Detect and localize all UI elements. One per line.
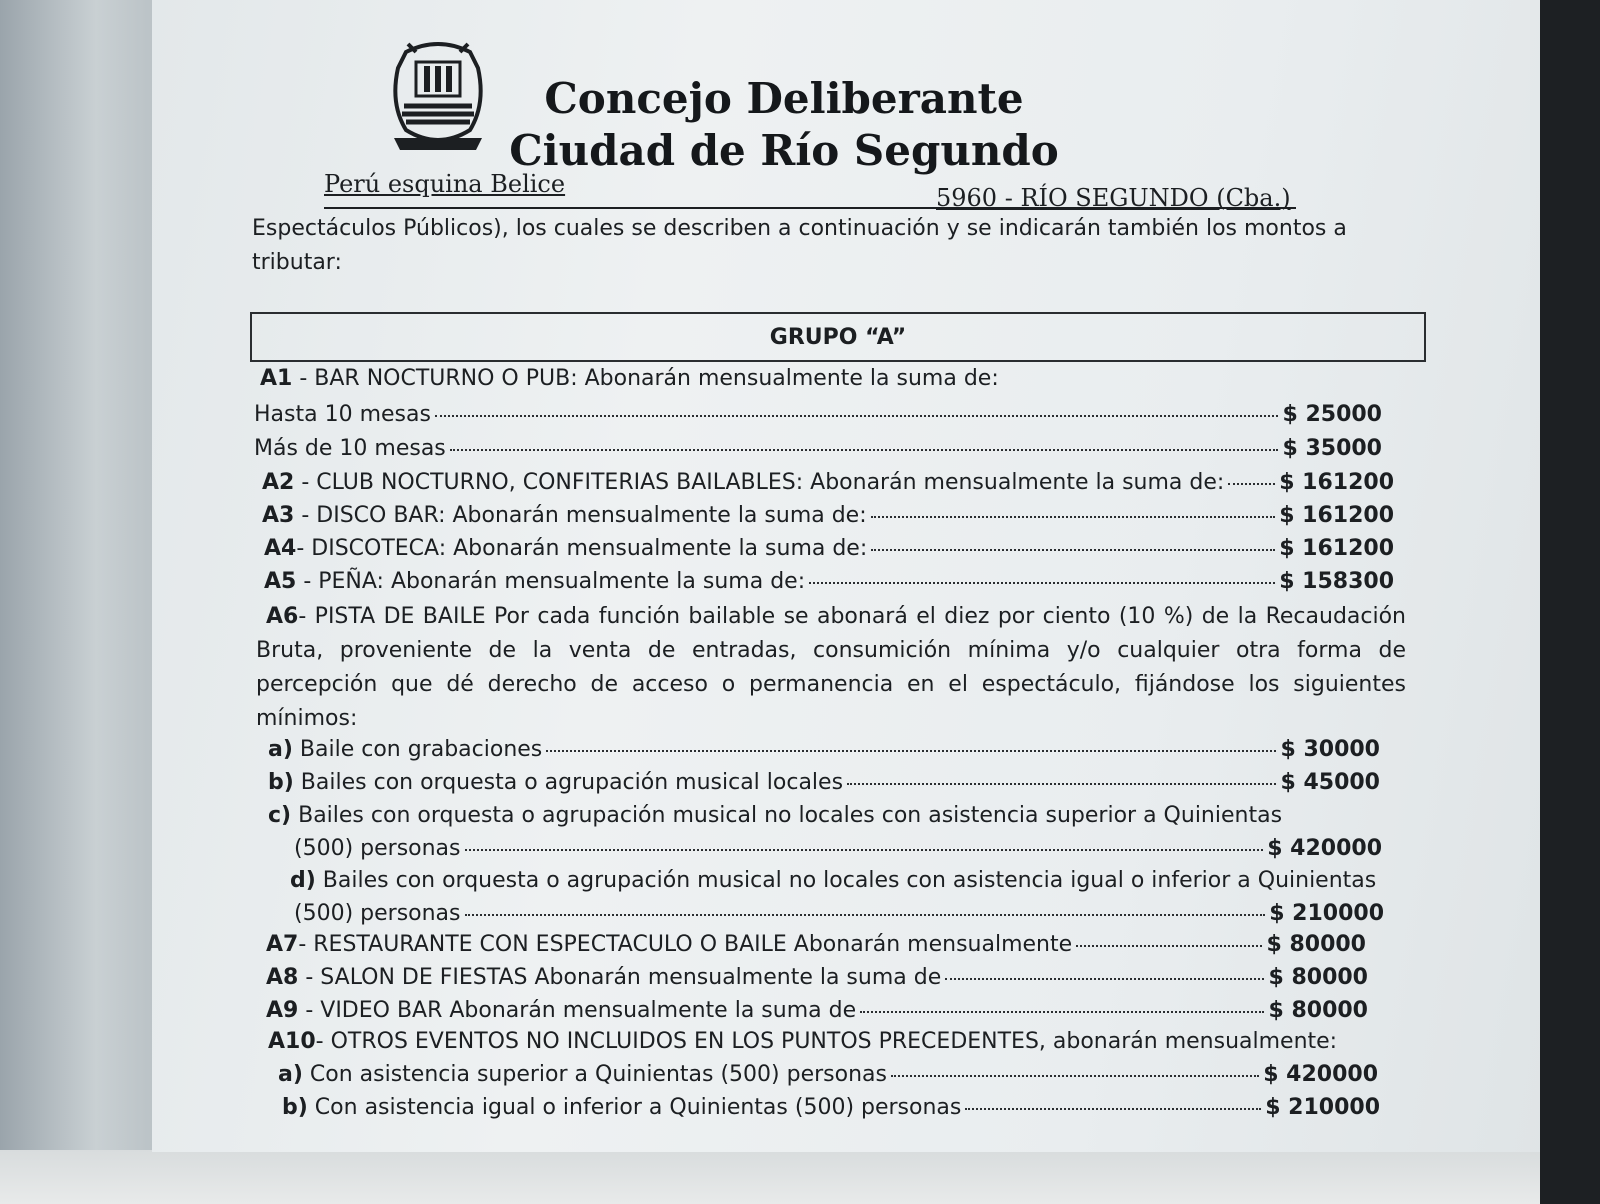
item-letter: d) bbox=[290, 868, 316, 893]
item-code: A7 bbox=[266, 932, 299, 957]
fee-row bbox=[278, 1062, 1378, 1087]
dot-leader bbox=[546, 750, 1276, 752]
fee-label: (500) personas bbox=[294, 836, 461, 861]
fee-label: Hasta 10 mesas bbox=[254, 402, 431, 427]
dot-leader bbox=[871, 549, 1275, 551]
dot-leader bbox=[465, 914, 1266, 916]
dot-leader bbox=[465, 849, 1264, 851]
item-text: - PISTA DE BAILE Por cada función bailable se abonará el diez por ciento (10 %) de la Recaudación Bruta, proveniente de la venta de entradas, consumición mínima y/o cualquier otra forma de percepción que dé derecho de acceso o permanencia en el espectáculo, fijándose los siguientes mínimos: bbox=[256, 604, 1406, 731]
previous-page-edge bbox=[0, 0, 160, 1204]
dot-leader bbox=[945, 978, 1264, 980]
city-title: Ciudad de Río Segundo bbox=[509, 126, 1059, 175]
dot-leader bbox=[860, 1011, 1264, 1013]
dot-leader bbox=[965, 1108, 1261, 1110]
item-code: A3 bbox=[262, 503, 295, 528]
fee-label bbox=[268, 770, 843, 795]
dark-background-edge bbox=[1540, 0, 1600, 1204]
postal-address: 5960 - RÍO SEGUNDO (Cba.) bbox=[936, 184, 1291, 212]
fee-amount: $ 161200 bbox=[1279, 536, 1394, 561]
item-code: A6 bbox=[266, 604, 299, 629]
dot-leader bbox=[847, 783, 1276, 785]
item-code: A1 bbox=[260, 366, 293, 391]
item-letter: b) bbox=[282, 1095, 308, 1120]
fee-label-line bbox=[268, 803, 1378, 828]
fee-row bbox=[264, 536, 1394, 561]
desk-surface bbox=[0, 1150, 1600, 1204]
fee-amount: $ 161200 bbox=[1279, 470, 1394, 495]
item-text: - SALON DE FIESTAS Abonarán mensualmente la suma de bbox=[298, 965, 942, 990]
item-text: - PEÑA: Abonarán mensualmente la suma de: bbox=[296, 569, 806, 594]
fee-amount: $ 420000 bbox=[1263, 1062, 1378, 1087]
fee-amount: $ 210000 bbox=[1265, 1095, 1380, 1120]
fee-row bbox=[262, 503, 1394, 528]
fee-label-line bbox=[290, 868, 1400, 893]
dot-leader bbox=[1076, 945, 1262, 947]
item-a6-paragraph bbox=[256, 600, 1406, 736]
fee-row bbox=[254, 436, 1382, 461]
item-code: A5 bbox=[264, 569, 297, 594]
item-text: Con asistencia igual o inferior a Quinientas (500) personas bbox=[307, 1095, 962, 1120]
fee-label bbox=[266, 965, 941, 990]
fee-row bbox=[254, 402, 1382, 427]
dot-leader bbox=[871, 516, 1276, 518]
item-text: - BAR NOCTURNO O PUB: Abonarán mensualmente la suma de: bbox=[292, 366, 999, 391]
fee-label bbox=[264, 536, 867, 561]
fee-row bbox=[266, 932, 1366, 957]
item-code: A2 bbox=[262, 470, 295, 495]
fee-label bbox=[266, 932, 1072, 957]
dot-leader bbox=[1228, 483, 1275, 485]
fee-label bbox=[262, 503, 867, 528]
item-letter: c) bbox=[268, 803, 292, 828]
item-a10-heading bbox=[268, 1029, 1337, 1054]
fee-label bbox=[268, 737, 542, 762]
item-code: A9 bbox=[266, 998, 299, 1023]
fee-amount: $ 420000 bbox=[1267, 836, 1382, 861]
fee-amount: $ 25000 bbox=[1282, 402, 1382, 427]
fee-amount: $ 80000 bbox=[1266, 932, 1366, 957]
item-text: Bailes con orquesta o agrupación musical no locales con asistencia superior a Quinientas bbox=[291, 803, 1283, 828]
dot-leader bbox=[891, 1075, 1259, 1077]
item-text: - VIDEO BAR Abonarán mensualmente la suma de bbox=[298, 998, 857, 1023]
fee-row bbox=[266, 965, 1368, 990]
fee-amount: $ 158300 bbox=[1279, 569, 1394, 594]
document-page bbox=[152, 0, 1552, 1152]
dot-leader bbox=[809, 582, 1275, 584]
fee-row bbox=[268, 737, 1380, 762]
fee-label bbox=[262, 470, 1224, 495]
fee-row bbox=[294, 836, 1382, 861]
intro-paragraph: Espectáculos Públicos), los cuales se describen a continuación y se indicarán también los montos a tributar: bbox=[252, 216, 1347, 275]
item-text: Bailes con orquesta o agrupación musical no locales con asistencia igual o inferior a Quinientas bbox=[315, 868, 1377, 893]
fee-row bbox=[264, 569, 1394, 594]
fee-amount: $ 161200 bbox=[1279, 503, 1394, 528]
fee-row bbox=[262, 470, 1394, 495]
fee-row bbox=[294, 901, 1384, 926]
item-a1-heading bbox=[260, 366, 999, 391]
group-heading: GRUPO “A” bbox=[250, 312, 1426, 362]
fee-row bbox=[282, 1095, 1380, 1120]
fee-label: (500) personas bbox=[294, 901, 461, 926]
item-text: - OTROS EVENTOS NO INCLUIDOS EN LOS PUNTOS PRECEDENTES, abonarán mensualmente: bbox=[315, 1029, 1338, 1054]
item-text: - DISCOTECA: Abonarán mensualmente la suma de: bbox=[296, 536, 868, 561]
fee-label bbox=[278, 1062, 887, 1087]
fee-amount: $ 210000 bbox=[1269, 901, 1384, 926]
fee-label: Más de 10 mesas bbox=[254, 436, 446, 461]
council-title: Concejo Deliberante bbox=[544, 74, 1024, 123]
item-letter: a) bbox=[268, 737, 293, 762]
street-address: Perú esquina Belice bbox=[324, 170, 566, 198]
dot-leader bbox=[435, 415, 1279, 417]
fee-label bbox=[266, 998, 856, 1023]
item-text: Baile con grabaciones bbox=[292, 737, 543, 762]
fee-amount: $ 35000 bbox=[1282, 436, 1382, 461]
item-code: A4 bbox=[264, 536, 297, 561]
item-letter: b) bbox=[268, 770, 294, 795]
item-text: Con asistencia superior a Quinientas (500) personas bbox=[302, 1062, 887, 1087]
item-code: A8 bbox=[266, 965, 299, 990]
fee-amount: $ 45000 bbox=[1280, 770, 1380, 795]
item-code: A10 bbox=[268, 1029, 316, 1054]
item-letter: a) bbox=[278, 1062, 303, 1087]
item-text: Bailes con orquesta o agrupación musical locales bbox=[293, 770, 844, 795]
fee-row bbox=[266, 998, 1368, 1023]
fee-label bbox=[282, 1095, 961, 1120]
fee-amount: $ 80000 bbox=[1268, 965, 1368, 990]
item-text: - RESTAURANTE CON ESPECTACULO O BAILE Abonarán mensualmente bbox=[298, 932, 1073, 957]
fee-row bbox=[268, 770, 1380, 795]
item-text: - CLUB NOCTURNO, CONFITERIAS BAILABLES: Abonarán mensualmente la suma de: bbox=[294, 470, 1225, 495]
fee-label bbox=[264, 569, 805, 594]
fee-amount: $ 80000 bbox=[1268, 998, 1368, 1023]
fee-amount: $ 30000 bbox=[1280, 737, 1380, 762]
item-text: - DISCO BAR: Abonarán mensualmente la suma de: bbox=[294, 503, 867, 528]
dot-leader bbox=[450, 449, 1279, 451]
